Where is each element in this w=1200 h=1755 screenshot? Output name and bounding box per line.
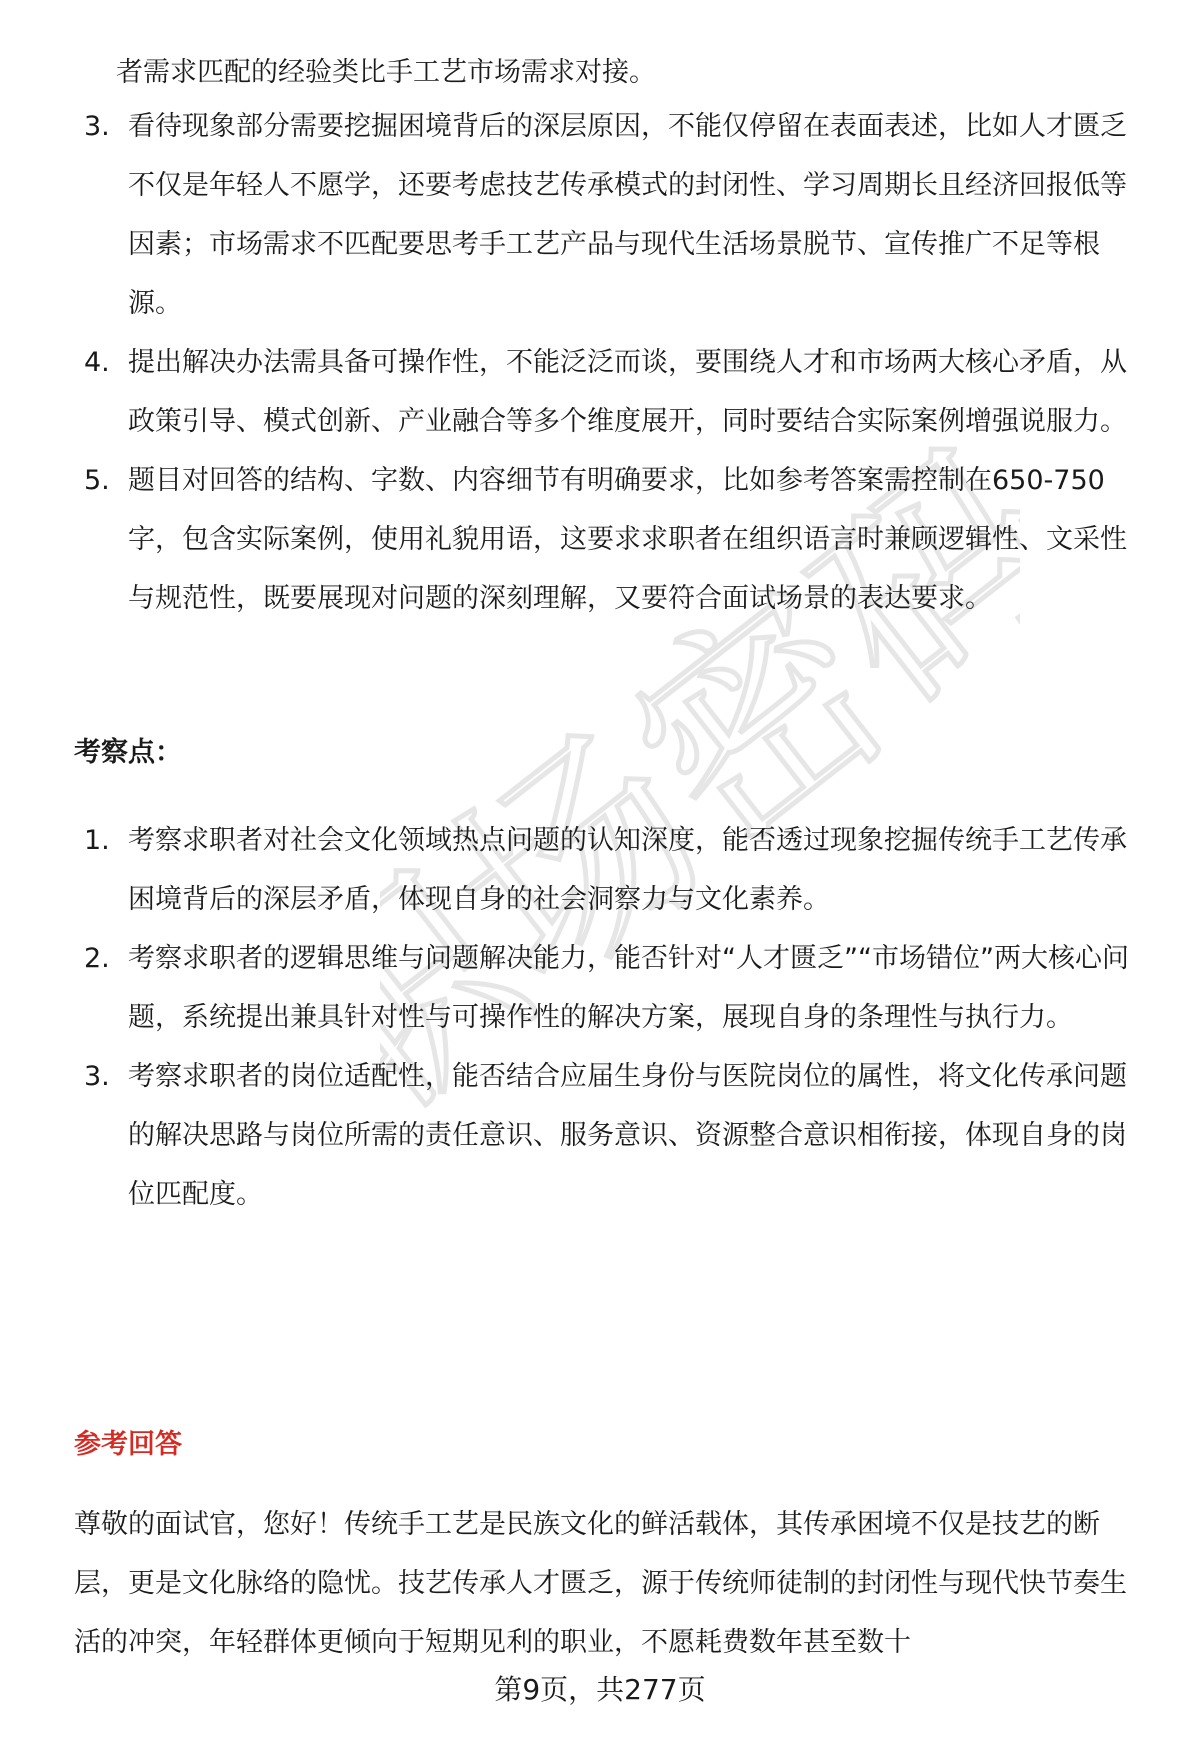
list-item [0,451,1200,628]
list-text: 考察求职者的逻辑思维与问题解决能力，能否针对“人才匮乏”“市场错位”两大核心问题，系统提出兼具针对性与可操作性的解决方案，展现自身的条理性与执行力。 [128,943,1129,1033]
section-heading-answer: 参考回答 [74,1429,182,1460]
list-text: 看待现象部分需要挖掘困境背后的深层原因，不能仅停留在表面表述，比如人才匮乏不仅是年轻人不愿学，还要考虑技艺传承模式的封闭性、学习周期长且经济回报低等因素；市场需求不匹配要思考手工艺产品与现代生活场景脱节、宣传推广不足等根源。 [128,111,1127,319]
continuation-line: 者需求匹配的经验类比手工艺市场需求对接。 [116,57,656,88]
list-number: 2. [84,943,110,974]
kaocha-list [0,811,1200,1224]
list-text: 考察求职者的岗位适配性，能否结合应届生身份与医院岗位的属性，将文化传承问题的解决思路与岗位所需的责任意识、服务意识、资源整合意识相衔接，体现自身的岗位匹配度。 [128,1061,1127,1210]
list-number: 1. [84,825,110,856]
list-item [0,1047,1200,1224]
watermark-text: 职场密码 [380,430,1020,1181]
list-number: 3. [84,111,110,142]
list-item [0,97,1200,333]
list-item [0,333,1200,451]
list-number: 5. [84,465,110,496]
list-item [0,929,1200,1047]
answer-paragraph: 尊敬的面试官，您好！传统手工艺是民族文化的鲜活载体，其传承困境不仅是技艺的断层，更是文化脉络的隐忧。技艺传承人才匮乏，源于传统师徒制的封闭性与现代快节奏生活的冲突，年轻群体更倾向于短期见利的职业，不愿耗费数年甚至数十 [74,1509,1127,1658]
list-number: 3. [84,1061,110,1092]
list-item [0,811,1200,929]
list-text: 提出解决办法需具备可操作性，不能泛泛而谈，要围绕人才和市场两大核心矛盾，从政策引导、模式创新、产业融合等多个维度展开，同时要结合实际案例增强说服力。 [128,347,1127,437]
list-text: 题目对回答的结构、字数、内容细节有明确要求，比如参考答案需控制在650-750字，包含实际案例，使用礼貌用语，这要求求职者在组织语言时兼顾逻辑性、文采性与规范性，既要展现对问题的深刻理解，又要符合面试场景的表达要求。 [128,465,1127,614]
analysis-list [0,97,1200,628]
list-text: 考察求职者对社会文化领域热点问题的认知深度，能否透过现象挖掘传统手工艺传承困境背后的深层矛盾，体现自身的社会洞察力与文化素养。 [128,825,1127,915]
list-number: 4. [84,347,110,378]
page-footer: 第9页，共277页 [494,1673,706,1706]
section-heading-kaocha: 考察点： [74,737,182,768]
